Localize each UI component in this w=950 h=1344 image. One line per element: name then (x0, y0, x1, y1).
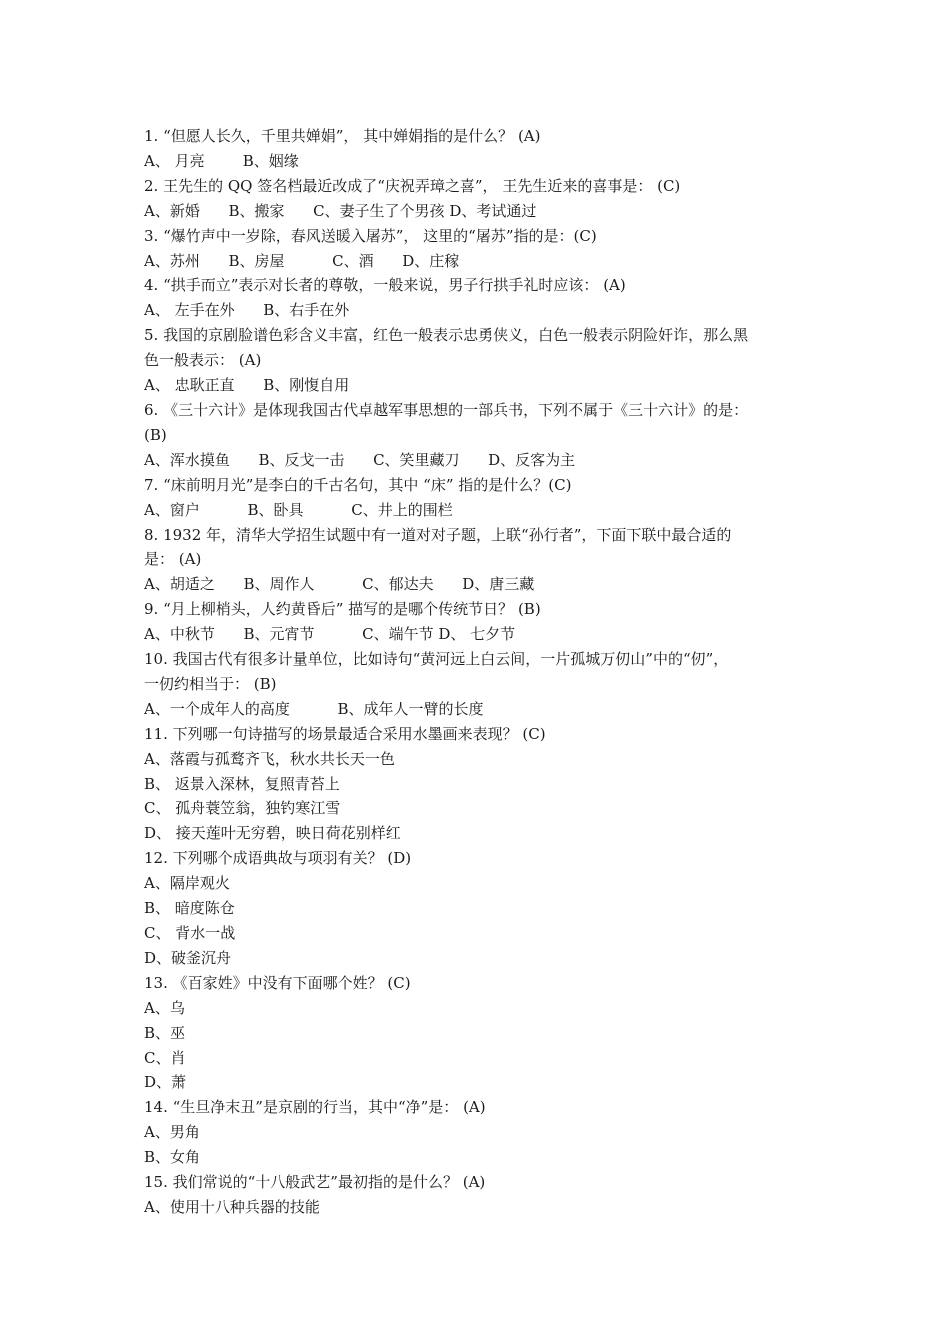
text-line: 12. 下列哪个成语典故与项羽有关？ (D) (144, 849, 412, 868)
text-line: A、 月亮 B、姻缘 (144, 151, 299, 170)
text-line: B、女角 (144, 1148, 201, 1167)
text-line: 是： (A) (144, 550, 202, 569)
text-line: 2. 王先生的 QQ 签名档最近改成了“庆祝弄璋之喜”， 王先生近来的喜事是： (C) (144, 176, 681, 195)
text-line: B、 暗度陈仓 (144, 899, 235, 918)
text-line: A、落霞与孤鹜齐飞，秋水共长天一色 (144, 749, 395, 768)
text-line: A、 左手在外 B、右手在外 (144, 301, 350, 320)
text-line: 8. 1932 年，清华大学招生试题中有一道对对子题，上联“孙行者”，下面下联中最合适的 (144, 525, 732, 544)
text-line: A、使用十八种兵器的技能 (144, 1197, 320, 1216)
text-line: B、巫 (144, 1023, 186, 1042)
text-line: A、乌 (144, 998, 185, 1017)
text-line: 1. “但愿人长久，千里共婵娟”， 其中婵娟指的是什么？ (A) (144, 127, 541, 145)
text-line: A、新婚 B、搬家 C、妻子生了个男孩 D、考试通过 (144, 201, 537, 220)
text-line: 4. “拱手而立”表示对长者的尊敬，一般来说，男子行拱手礼时应该： (A) (144, 276, 626, 295)
text-line: 11. 下列哪一句诗描写的场景最适合采用水墨画来表现？ (C) (144, 724, 546, 743)
text-line: A、一个成年人的高度 B、成年人一臂的长度 (144, 699, 484, 718)
text-line: A、苏州 B、房屋 C、酒 D、庄稼 (144, 251, 460, 270)
text-line: D、 接天莲叶无穷碧，映日荷花别样红 (144, 824, 401, 843)
text-line: C、 背水一战 (144, 924, 236, 942)
text-line: 7. “床前明月光”是李白的千古名句，其中 “床” 指的是什么？(C) (144, 475, 572, 494)
text-line: A、 忠耿正直 B、刚愎自用 (144, 376, 350, 395)
text-line: 14. “生旦净末丑”是京剧的行当，其中“净”是： (A) (144, 1098, 486, 1117)
text-line: A、男角 (144, 1123, 200, 1142)
text-line: 10. 我国古代有很多计量单位，比如诗句“黄河远上白云间，一片孤城万仞山”中的“仞”， (144, 650, 729, 669)
text-line: 13. 《百家姓》中没有下面哪个姓？ (C) (144, 973, 411, 992)
text-line: (B) (144, 425, 167, 444)
text-line: C、 孤舟蓑笠翁，独钓寒江雪 (144, 799, 341, 818)
text-line: 9. “月上柳梢头，人约黄昏后” 描写的是哪个传统节日？ (B) (144, 600, 541, 619)
text-line: B、 返景入深林，复照青苔上 (144, 774, 340, 793)
text-line: D、萧 (144, 1073, 187, 1092)
text-line: A、胡适之 B、周作人 C、郁达夫 D、唐三藏 (144, 575, 535, 594)
text-line: A、中秋节 B、元宵节 C、端午节 D、 七夕节 (144, 625, 516, 644)
text-line: 15. 我们常说的“十八般武艺”最初指的是什么？ (A) (144, 1173, 486, 1192)
quiz-text-body (144, 124, 824, 1220)
text-line: 6. 《三十六计》是体现我国古代卓越军事思想的一部兵书，下列不属于《三十六计》的是： (144, 400, 749, 419)
text-line: A、窗户 B、卧具 C、井上的围栏 (144, 500, 453, 519)
text-line: 色一般表示： (A) (144, 351, 262, 370)
text-line: 5. 我国的京剧脸谱色彩含义丰富，红色一般表示忠勇侠义，白色一般表示阴险奸诈，那么黑 (144, 326, 749, 345)
text-line: 3. “爆竹声中一岁除，春风送暖入屠苏”， 这里的“屠苏”指的是：(C) (144, 226, 597, 245)
text-line: D、破釜沉舟 (144, 948, 232, 967)
text-line: 一仞约相当于： (B) (144, 674, 277, 693)
text-line: A、浑水摸鱼 B、反戈一击 C、笑里藏刀 D、反客为主 (144, 450, 576, 469)
text-line: C、肖 (144, 1048, 186, 1067)
text-line: A、隔岸观火 (144, 874, 230, 893)
